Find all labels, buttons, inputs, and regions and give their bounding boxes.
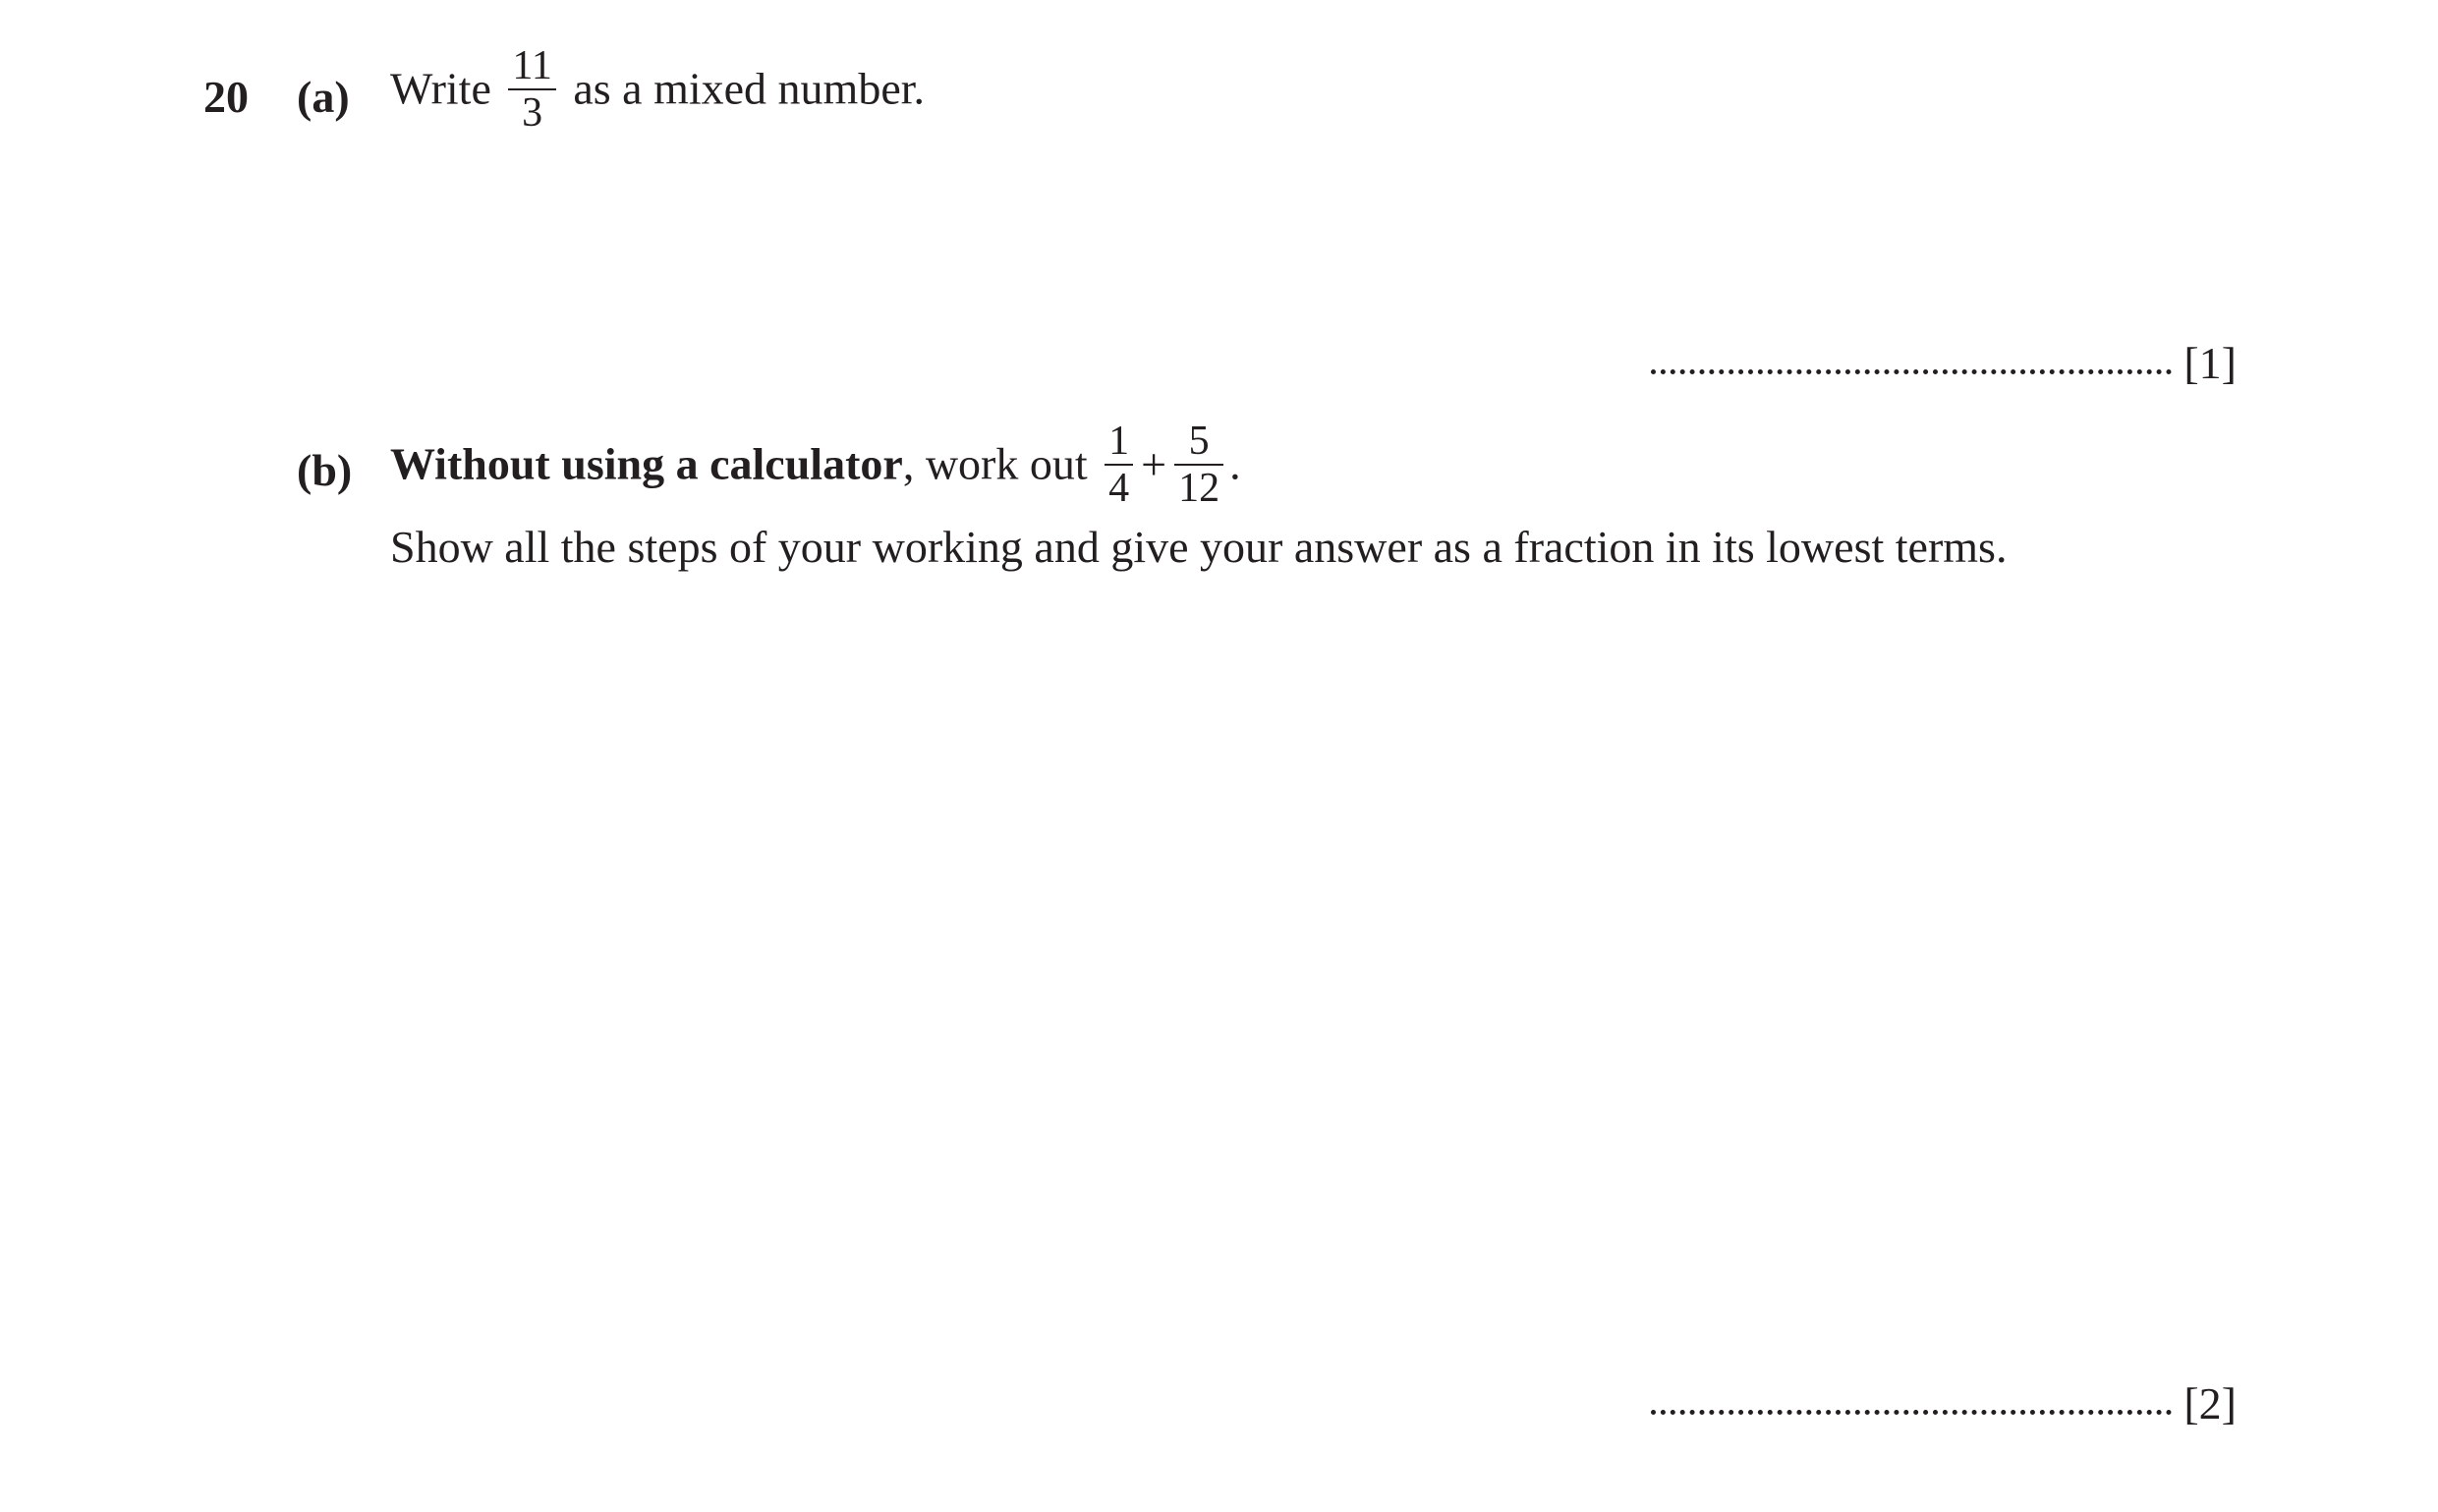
marks-a: [1]: [2183, 338, 2237, 388]
fraction-5-over-12: [1174, 420, 1223, 509]
part-a-text-before: Write: [390, 63, 491, 114]
answer-dotted-line[interactable]: [1651, 1409, 2172, 1415]
answer-line-b[interactable]: [1651, 1377, 2237, 1429]
fraction-denominator: 12: [1178, 466, 1220, 511]
marks-b: [2]: [2183, 1378, 2237, 1428]
part-b-question: [390, 419, 1241, 513]
plus-operator: +: [1141, 438, 1167, 489]
fraction-denominator: 4: [1108, 466, 1130, 511]
answer-line-a[interactable]: [1651, 337, 2237, 389]
part-a-label: (a): [297, 72, 350, 122]
part-b-text-end: .: [1229, 438, 1241, 489]
part-a-question: [390, 43, 926, 138]
part-b-instruction: Show all the steps of your working and give your answer as a fraction in its lowest terms.: [390, 522, 2008, 572]
fraction-numerator: 1: [1105, 420, 1133, 466]
part-a-text-after: as a mixed number.: [573, 63, 926, 114]
part-b-bold-text: Without using a calculator: [390, 438, 903, 489]
fraction-denominator: 3: [522, 90, 543, 136]
fraction-numerator: 5: [1174, 420, 1223, 466]
question-number: 20: [203, 72, 249, 122]
answer-dotted-line[interactable]: [1651, 368, 2172, 374]
part-b-label: (b): [297, 445, 353, 495]
fraction-numerator: 11: [508, 45, 555, 90]
fraction-1-over-4: [1105, 420, 1133, 509]
fraction-11-over-3: [508, 45, 555, 134]
part-b-text-mid: , work out: [902, 438, 1088, 489]
